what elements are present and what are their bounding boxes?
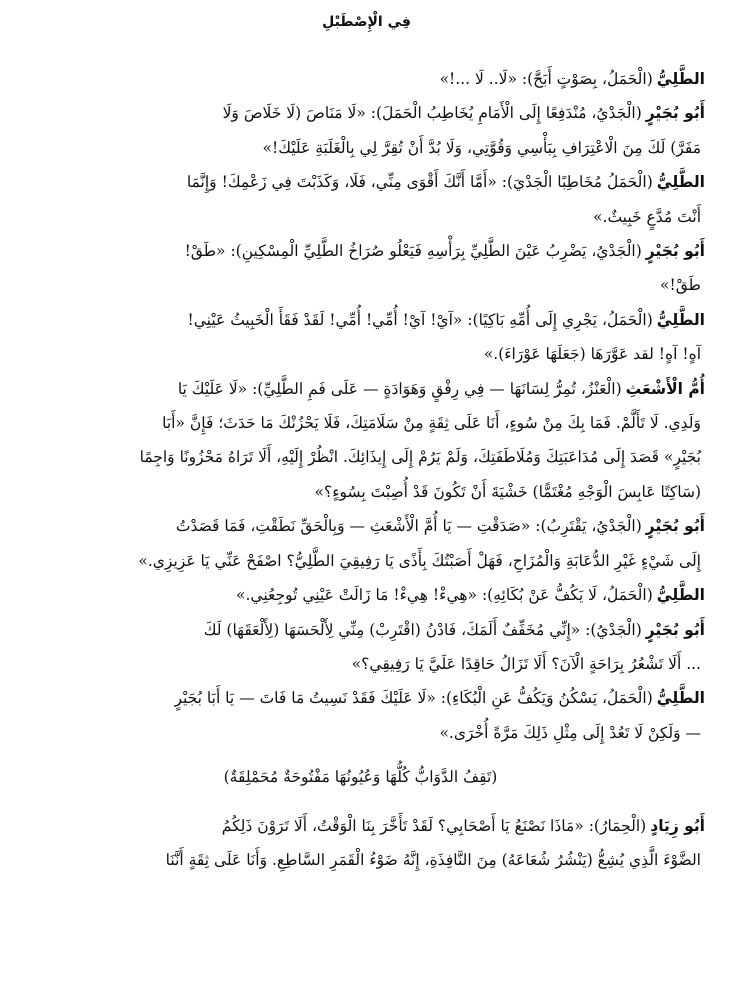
speaker-name: الطَّلِيُّ [656, 173, 705, 192]
line-text: (الْحَمَلُ، يَسْكُنُ وَيَكُفُّ عَنِ الْبُكَاءِ): «لَا عَلَيْكَ فَقَدْ نَسِيتُ مَا فَاتَ — يَا أَبَا بُجَيْرٍ [174, 689, 653, 708]
dialogue-line [16, 200, 705, 234]
dialogue-line [16, 268, 705, 302]
line-text: طَقْ!» [660, 276, 701, 295]
dialogue-line [16, 509, 705, 543]
speaker-name: أَبُو زِيَادٍ [650, 816, 705, 835]
speaker-name: الطَّلِيُّ [656, 310, 705, 329]
running-head: فِي الْإِصْطَبْلِ [322, 14, 411, 30]
dialogue-line [16, 843, 705, 877]
dialogue-line [16, 809, 705, 843]
line-text: (الْحَمَلُ، يَجْرِي إِلَى أُمِّهِ بَاكِيًا): «آيْ! آيْ! أُمِّي! أُمِّي! لَقَدْ فَقَأَ الْخَبِيثُ عَيْنِي! [187, 310, 653, 329]
dialogue-line [16, 578, 705, 612]
line-text: (سَاكِتًا عَابِسَ الْوَجْهِ مُغْتَمًّا) خَشْيَةَ أَنْ تَكُونَ قَدْ أُصِبْتَ بِسُوءٍ؟» [314, 482, 701, 501]
speaker-name: أَبُو بُجَيْرٍ [645, 620, 705, 639]
speaker-name: أَبُو بُجَيْرٍ [645, 517, 705, 536]
stage-direction: (تَقِفُ الدَّوَابُّ كُلُّهَا وَعُيُونُهَا مَفْتُوحَةٌ مُحَمْلِقَةٌ) [223, 768, 498, 787]
line-text: (الْجَدْيُ، يَضْرِبُ عَيْنَ الطَّلِيِّ بِرَأْسِهِ فَيَعْلُو صُرَاخُ الطَّلِيِّ الْمِسْكِينِ): «طَقْ! [184, 242, 642, 261]
dialogue-line [16, 234, 705, 268]
line-text: (الْحِمَارُ): «مَاذَا نَصْنَعُ يَا أَصْحَابِي؟ لَقَدْ تَأَخَّرَ بِنَا الْوَقْتُ، أَلَا تَرَوْنَ ذَلِكُمُ [221, 816, 647, 835]
dialogue-line [16, 303, 705, 337]
dialogue-line [16, 337, 705, 371]
line-text: وَلَدِي. لَا تَأَلَّمْ. فَمَا بِكَ مِنْ سُوءٍ، أَنَا عَلَى ثِقَةٍ مِنْ سَلَامَتِكَ، فَلَا يَحْزُنْكَ مَا حَدَثَ؛ فَإِنَّ «أَبَا [162, 414, 701, 433]
line-text: — وَلَكِنْ لَا تَعُدْ إِلَى مِثْلِ ذَلِكَ مَرَّةً أُخْرَى.» [439, 723, 701, 742]
dialogue-line [16, 681, 705, 715]
dialogue-line [16, 131, 705, 165]
line-text: (الْجَدْيُ، يَقْتَرِبُ): «صَدَقْتِ — يَا أُمَّ الْأَشْعَثِ — وَبِالْحَقِّ نَطَقْتِ، فَمَا قَصَدْتُ [175, 517, 642, 536]
line-text: (الْجَدْيُ، مُنْدَفِعًا إِلَى الْأَمَامِ يُخَاطِبُ الْحَمَلَ): «لَا مَنَاصَ (لَا خَلَاصَ وَلَا [222, 104, 642, 123]
dialogue-line [16, 613, 705, 647]
dialogue-line [16, 475, 705, 509]
dialogue-line [16, 372, 705, 406]
line-text: أَنْتَ مُدَّعٍ خَبِيثٌ.» [593, 207, 701, 226]
dialogue-line [16, 406, 705, 440]
speaker-name: أَبُو بُجَيْرٍ [645, 104, 705, 123]
line-text: (الْحَمَلُ مُخَاطِبًا الْجَدْيَ): «أَمَّا أَنَّكَ أَقْوَى مِنِّي، فَلَا، وَكَذَبْتَ فِي زَعْمِكَ! وَإِنَّمَا [186, 173, 653, 192]
speaker-name: الطَّلِيُّ [656, 586, 705, 605]
dialogue-line [16, 647, 705, 681]
line-text: (الْحَمَلُ، بِصَوْتٍ أَبَحَّ): «لَا.. لَا ...!» [439, 70, 653, 88]
line-text: آهٍ! آهٍ! لقد عَوَّرَهَا (جَعَلَهَا عَوْرَاءَ).» [483, 345, 701, 364]
line-text: ... أَلَا تَشْعُرُ بِرَاحَةٍ الْآنَ؟ أَلَا تَزَالُ حَاقِدًا عَلَيَّ يَا رَفِيقِي؟» [351, 654, 701, 673]
line-text: بُجَيْرٍ» قَصَدَ إِلَى مُدَاعَبَتِكَ وَمُلَاطَفَتِكَ، وَلَمْ يَرُمْ إِلَى إِيذَائِكَ. انْظُرْ إِلَيْهِ، أَلَا تَرَاهُ مَحْزُونًا وَاجِمًا [139, 448, 701, 467]
line-text: (الْعَنْزُ، تُمِرُّ لِسَانَهَا — فِي رِفْقٍ وَهَوَادَةٍ — عَلَى فَمِ الطَّلِيِّ): «لَا عَلَيْكَ يَا [177, 379, 622, 398]
speaker-name: الطَّلِيُّ [656, 689, 705, 708]
dialogue-line [16, 96, 705, 130]
dialogue-block-final [0, 809, 733, 878]
speaker-name: أَبُو بُجَيْرٍ [645, 242, 705, 261]
line-text: الضَّوْءَ الَّذِي يُشِعُّ (يَنْشُرُ شُعَاعَهُ) مِنَ النَّافِذَةِ، إِنَّهُ ضَوْءُ الْقَمَرِ السَّاطِعِ. وَأَنَا عَلَى ثِقَةٍ أَنَّنَا [165, 850, 701, 869]
line-text: مَفَرَّ) لَكَ مِنَ الْاعْتِرَافِ بِبَأْسِي وَقُوَّتِي، وَلَا بُدَّ أَنْ تُقِرَّ لِي بِالْغَلَبَةِ عَلَيْكَ!» [262, 138, 701, 157]
dialogue-line [16, 440, 705, 474]
dialogue-line [16, 544, 705, 578]
dialogue-line [16, 62, 705, 96]
line-text: (الْجَدْيُ): «إِنِّي مُخَفِّفٌ أَلَمَكَ، فَادْنُ (اقْتَرِبْ) مِنِّي لِأَلْحَسَهَا (لِأَلْعَقَهَا) لَكَ [203, 620, 642, 639]
speaker-name: أُمُّ الْأَشْعَثِ [625, 379, 705, 398]
dialogue-line [16, 716, 705, 750]
line-text: (الْحَمَلُ، لَا يَكُفُّ عَنْ بُكَائِهِ): «هِيءْ! هِيءْ! مَا زَالَتْ عَيْنِي تُوجِعُنِي.» [236, 586, 653, 605]
line-text: إِلَى شَيْءٍ غَيْرِ الدُّعَابَةِ وَالْمُزَاحِ، فَهَلْ أَصَبْتُكَ بِأَذًى يَا رَفِيقِيَ الطَّلِيُّ؟ اصْفَحْ عَنِّي يَا عَزِيزِي.» [138, 551, 701, 570]
speaker-name: الطَّلِيُّ [656, 70, 705, 88]
dialogue-line [16, 165, 705, 199]
dialogue-block [0, 62, 733, 750]
